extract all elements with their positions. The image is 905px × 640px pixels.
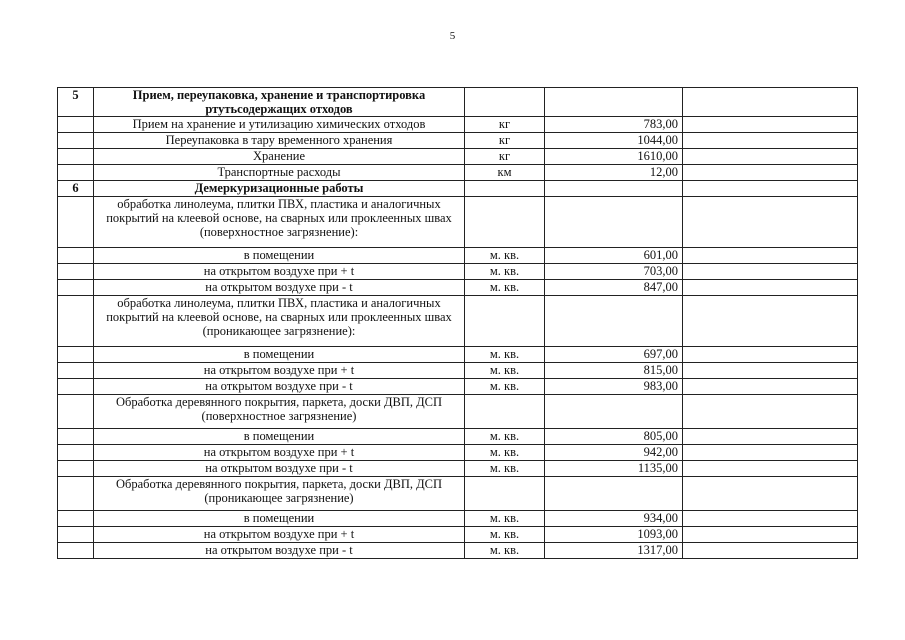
section-number: 6 — [58, 181, 94, 197]
unit: м. кв. — [465, 379, 545, 395]
price: 1317,00 — [545, 543, 683, 559]
unit: м. кв. — [465, 511, 545, 527]
group-heading-row — [58, 395, 858, 429]
unit: км — [465, 165, 545, 181]
table-row — [58, 543, 858, 559]
service-name: Хранение — [94, 149, 465, 165]
unit: м. кв. — [465, 363, 545, 379]
price: 847,00 — [545, 280, 683, 296]
price: 1044,00 — [545, 133, 683, 149]
table-row — [58, 248, 858, 264]
group-heading: обработка линолеума, плитки ПВХ, пластика и аналогичных покрытий на клеевой основе, на сварных или проклеенных швах (поверхностное загрязнение): — [94, 197, 465, 248]
price: 12,00 — [545, 165, 683, 181]
section-title: Демеркуризационные работы — [94, 181, 465, 197]
unit: м. кв. — [465, 347, 545, 363]
price: 697,00 — [545, 347, 683, 363]
table-row — [58, 527, 858, 543]
price: 1610,00 — [545, 149, 683, 165]
table-row — [58, 461, 858, 477]
price: 1135,00 — [545, 461, 683, 477]
page-number: 5 — [449, 30, 456, 42]
table-row — [58, 445, 858, 461]
group-heading: Обработка деревянного покрытия, паркета, доски ДВП, ДСП (проникающее загрязнение) — [94, 477, 465, 511]
group-heading-row — [58, 296, 858, 347]
unit: м. кв. — [465, 429, 545, 445]
group-heading-row — [58, 477, 858, 511]
price: 934,00 — [545, 511, 683, 527]
service-name: на открытом воздухе при - t — [94, 379, 465, 395]
empty-cell — [465, 88, 545, 117]
empty-cell — [545, 88, 683, 117]
price: 805,00 — [545, 429, 683, 445]
service-name: на открытом воздухе при - t — [94, 543, 465, 559]
price: 783,00 — [545, 117, 683, 133]
price: 703,00 — [545, 264, 683, 280]
unit: кг — [465, 133, 545, 149]
service-name: на открытом воздухе при - t — [94, 461, 465, 477]
unit: м. кв. — [465, 280, 545, 296]
unit: м. кв. — [465, 445, 545, 461]
unit: кг — [465, 117, 545, 133]
unit: м. кв. — [465, 527, 545, 543]
table-row — [58, 511, 858, 527]
empty-cell — [683, 88, 858, 117]
section-header-row — [58, 181, 858, 197]
service-name: на открытом воздухе при + t — [94, 527, 465, 543]
price: 983,00 — [545, 379, 683, 395]
table-row — [58, 379, 858, 395]
unit: м. кв. — [465, 264, 545, 280]
table-row — [58, 363, 858, 379]
price: 601,00 — [545, 248, 683, 264]
price-table — [57, 87, 858, 559]
service-name: в помещении — [94, 429, 465, 445]
service-name: в помещении — [94, 347, 465, 363]
table-row — [58, 264, 858, 280]
group-heading-row — [58, 197, 858, 248]
price: 1093,00 — [545, 527, 683, 543]
table-row — [58, 165, 858, 181]
service-name: на открытом воздухе при + t — [94, 445, 465, 461]
unit: кг — [465, 149, 545, 165]
table-row — [58, 133, 858, 149]
service-name: на открытом воздухе при + t — [94, 363, 465, 379]
service-name: Прием на хранение и утилизацию химических отходов — [94, 117, 465, 133]
group-heading: Обработка деревянного покрытия, паркета, доски ДВП, ДСП (поверхностное загрязнение) — [94, 395, 465, 429]
service-name: на открытом воздухе при + t — [94, 264, 465, 280]
section-header-row — [58, 88, 858, 117]
service-name: Транспортные расходы — [94, 165, 465, 181]
section-number: 5 — [58, 88, 94, 117]
price: 815,00 — [545, 363, 683, 379]
unit: м. кв. — [465, 543, 545, 559]
service-name: на открытом воздухе при - t — [94, 280, 465, 296]
table-row — [58, 347, 858, 363]
group-heading: обработка линолеума, плитки ПВХ, пластика и аналогичных покрытий на клеевой основе, на сварных или проклеенных швах (проникающее загрязнение): — [94, 296, 465, 347]
section-title: Прием, переупаковка, хранение и транспортировка ртутьсодержащих отходов — [94, 88, 465, 117]
table-row — [58, 149, 858, 165]
service-name: в помещении — [94, 511, 465, 527]
table-row — [58, 280, 858, 296]
unit: м. кв. — [465, 248, 545, 264]
service-name: Переупаковка в тару временного хранения — [94, 133, 465, 149]
price: 942,00 — [545, 445, 683, 461]
service-name: в помещении — [94, 248, 465, 264]
table-row — [58, 429, 858, 445]
unit: м. кв. — [465, 461, 545, 477]
table-row — [58, 117, 858, 133]
